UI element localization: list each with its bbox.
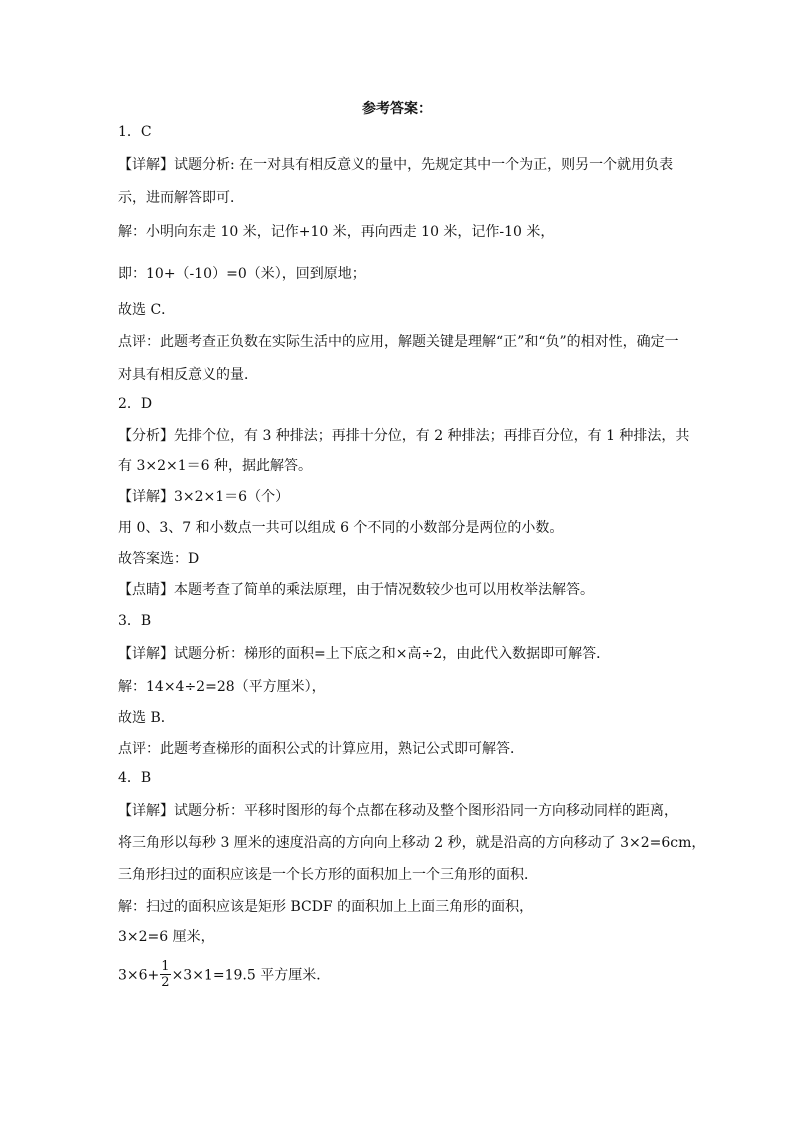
text-line: 故答案选：D — [118, 551, 200, 567]
formula-line — [118, 961, 330, 990]
text-line: 三角形扫过的面积应该是一个长方形的面积加上一个三角形的面积． — [118, 867, 538, 883]
text-line: 示，进而解答即可． — [118, 190, 244, 206]
text-line: 3．B — [118, 613, 152, 629]
text-line: 即：10+（-10）=0（米），回到原地； — [118, 266, 366, 282]
text-line: 对具有相反意义的量． — [118, 367, 258, 383]
fraction-numerator: 1 — [161, 959, 170, 974]
text-line: 1．C — [118, 124, 152, 140]
text-line: 点评：此题考查梯形的面积公式的计算应用，熟记公式即可解答． — [118, 741, 524, 757]
formula-prefix: 3×6+ — [118, 967, 160, 984]
text-line: 故选 C． — [118, 302, 176, 318]
text-line: 解：14×4÷2=28（平方厘米）， — [118, 679, 326, 695]
text-line: 点评：此题考查正负数在实际生活中的应用，解题关键是理解“正”和“负”的相对性，确定一 — [118, 334, 679, 350]
fraction-denominator: 2 — [161, 975, 170, 990]
text-line: 【点睛】本题考查了简单的乘法原理，由于情况数较少也可以用枚举法解答。 — [118, 582, 594, 598]
text-line: 2．D — [118, 396, 153, 412]
text-line: 将三角形以每秒 3 厘米的速度沿高的方向向上移动 2 秒，就是沿高的方向移动了 3×2=6cm， — [118, 835, 706, 851]
page-title: 参考答案： — [362, 101, 432, 117]
text-line: 【详解】试题分析：平移时图形的每个点都在移动及整个图形沿同一方向移动同样的距离， — [118, 803, 678, 819]
text-line: 【详解】试题分析: 在一对具有相反意义的量中，先规定其中一个为正，则另一个就用负表 — [118, 157, 674, 173]
text-line: 【分析】先排个位，有 3 种排法；再排十分位，有 2 种排法；再排百分位，有 1 种排法，共 — [118, 428, 690, 444]
text-line: 【详解】3×2×1＝6（个） — [118, 489, 290, 505]
text-line: 解：扫过的面积应该是矩形 BCDF 的面积加上上面三角形的面积， — [118, 899, 534, 915]
text-line: 有 3×2×1＝6 种，据此解答。 — [118, 458, 312, 474]
formula-suffix: ×3×1=19.5 平方厘米． — [171, 967, 331, 984]
text-line: 用 0、3、7 和小数点一共可以组成 6 个不同的小数部分是两位的小数。 — [118, 520, 564, 536]
text-line: 解：小明向东走 10 米，记作+10 米，再向西走 10 米，记作-10 米， — [118, 224, 555, 240]
text-line: 故选 B． — [118, 710, 175, 726]
text-line: 【详解】试题分析：梯形的面积=上下底之和×高÷2，由此代入数据即可解答． — [118, 646, 611, 662]
text-line: 3×2=6 厘米， — [118, 929, 215, 945]
fraction — [160, 960, 170, 989]
text-line: 4．B — [118, 770, 152, 786]
